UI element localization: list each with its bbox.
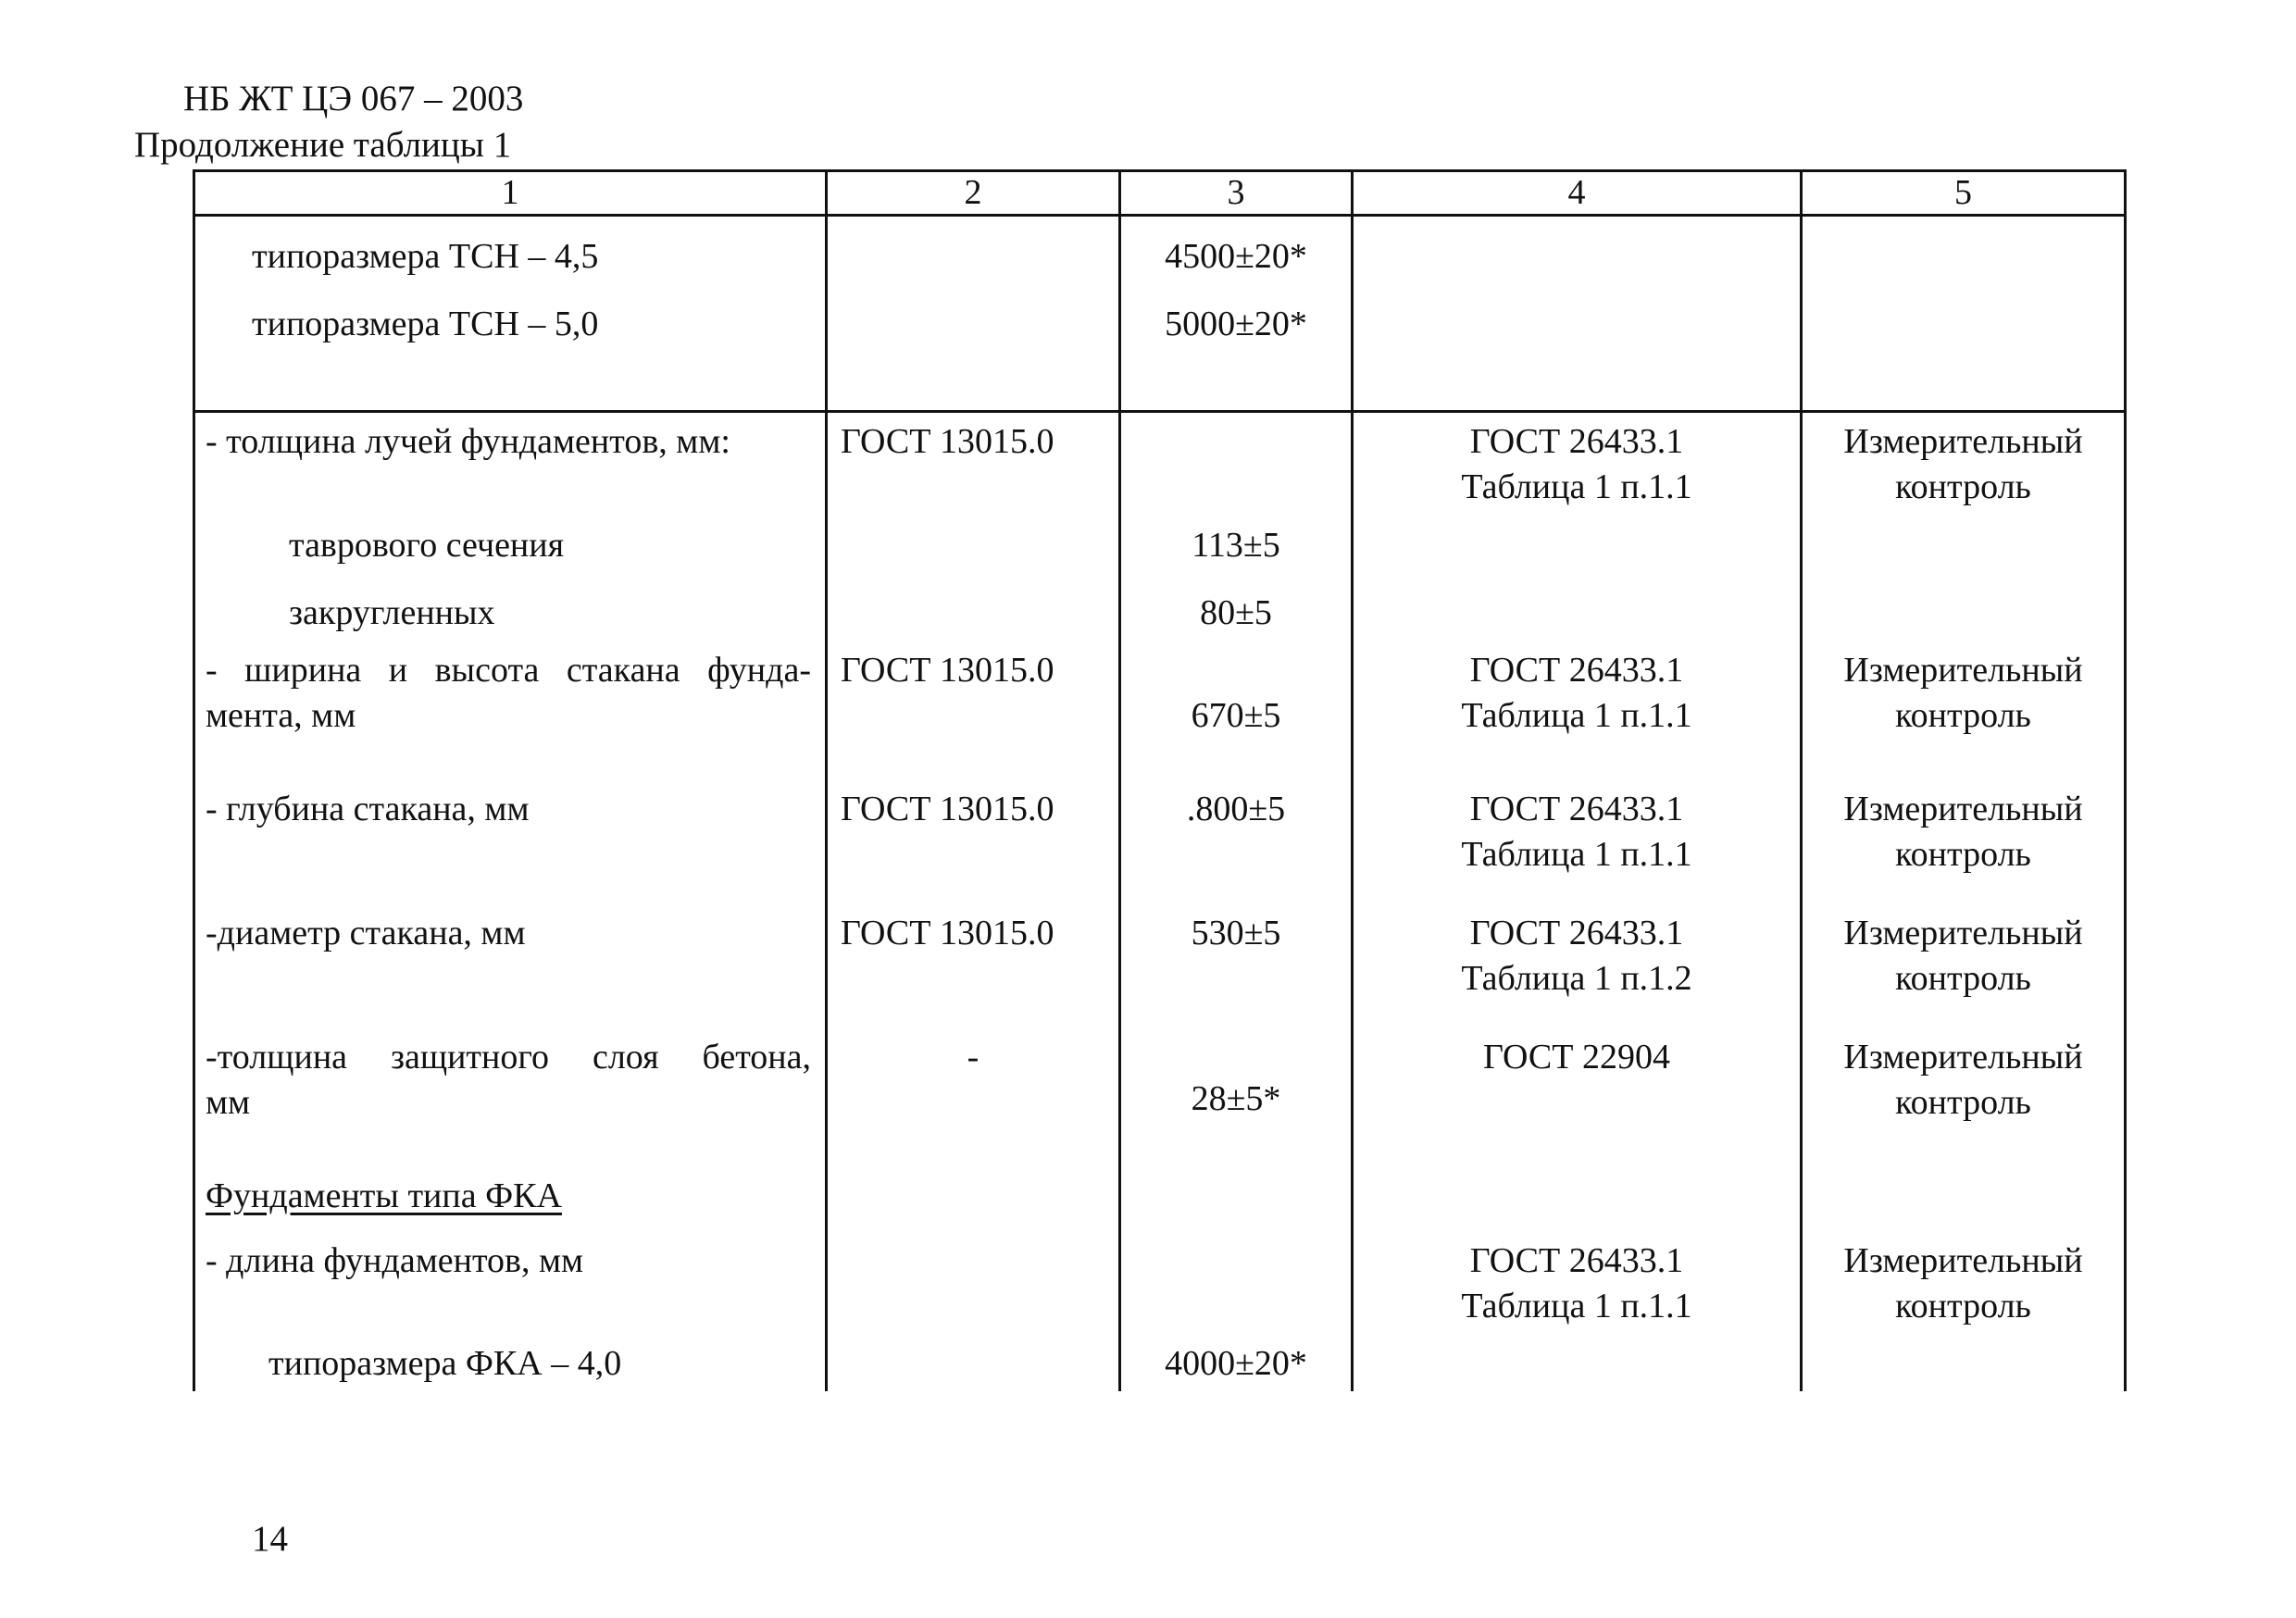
row-rays-control-line1: Измерительный xyxy=(1843,422,2083,461)
row-cup-depth-control-line1: Измерительный xyxy=(1843,790,2083,828)
row-cover-gost: - xyxy=(967,1038,980,1077)
row-fka-length-control-line1: Измерительный xyxy=(1843,1241,2083,1280)
row-rays-method-line1: ГОСТ 26433.1 xyxy=(1469,422,1684,461)
row-cup-width-value: 670±5 xyxy=(1191,696,1281,735)
row-cup-width-gost: ГОСТ 13015.0 xyxy=(841,651,1054,690)
column-number-5: 5 xyxy=(1954,173,1972,212)
table-right-border xyxy=(2124,169,2127,1391)
table-continuation-title: Продолжение таблицы 1 xyxy=(134,125,512,165)
row-rays-sub1-value: 113±5 xyxy=(1192,526,1280,565)
row-cup-diameter-method-line1: ГОСТ 26433.1 xyxy=(1469,914,1684,952)
row-cup-width-label-line2: мента, мм xyxy=(206,696,356,735)
row-cup-diameter-gost: ГОСТ 13015.0 xyxy=(841,914,1054,952)
row-cover-label-line2: мм xyxy=(206,1083,251,1122)
row-fka-length-method-line2: Таблица 1 п.1.1 xyxy=(1461,1287,1692,1326)
row-cup-width-control-line1: Измерительный xyxy=(1843,651,2083,690)
row-tsn45-label: типоразмера ТСН – 4,5 xyxy=(252,237,599,276)
row-divider xyxy=(193,410,2127,413)
row-rays-control-line2: контроль xyxy=(1895,467,2031,506)
column-divider-4-5 xyxy=(1800,169,1803,1391)
row-rays-sub1-label: таврового сечения xyxy=(289,526,565,565)
row-cover-label-line1: -толщина защитного слоя бетона, xyxy=(206,1038,811,1077)
row-tsn50-value: 5000±20* xyxy=(1165,305,1307,343)
row-cup-width-method-line2: Таблица 1 п.1.1 xyxy=(1461,696,1692,735)
column-divider-3-4 xyxy=(1351,169,1354,1391)
row-cup-diameter-value: 530±5 xyxy=(1191,914,1281,952)
row-cup-depth-gost: ГОСТ 13015.0 xyxy=(841,790,1054,828)
row-cover-control-line2: контроль xyxy=(1895,1083,2031,1122)
document-code: НБ ЖТ ЦЭ 067 – 2003 xyxy=(183,79,524,118)
row-cup-depth-label: - глубина стакана, мм xyxy=(206,790,530,828)
row-tsn45-value: 4500±20* xyxy=(1165,237,1307,276)
row-rays-label: - толщина лучей фундаментов, мм: xyxy=(206,422,730,461)
column-divider-1-2 xyxy=(825,169,828,1391)
row-cup-width-control-line2: контроль xyxy=(1895,696,2031,735)
row-rays-sub2-value: 80±5 xyxy=(1200,593,1272,632)
column-number-1: 1 xyxy=(501,173,519,212)
table-left-border xyxy=(193,169,195,1391)
row-cup-depth-control-line2: контроль xyxy=(1895,835,2031,874)
row-rays-method-line2: Таблица 1 п.1.1 xyxy=(1461,467,1692,506)
row-cover-method: ГОСТ 22904 xyxy=(1483,1038,1670,1077)
row-cup-diameter-control-line1: Измерительный xyxy=(1843,914,2083,952)
section-heading-fka: Фундаменты типа ФКА xyxy=(206,1176,562,1215)
column-number-4: 4 xyxy=(1567,173,1586,212)
row-fka-length-method-line1: ГОСТ 26433.1 xyxy=(1469,1241,1684,1280)
row-rays-sub2-label: закругленных xyxy=(289,593,495,632)
column-number-2: 2 xyxy=(964,173,982,212)
row-fka40-value: 4000±20* xyxy=(1165,1344,1307,1383)
column-divider-2-3 xyxy=(1118,169,1121,1391)
row-fka-length-label: - длина фундаментов, мм xyxy=(206,1241,584,1280)
row-cup-diameter-label: -диаметр стакана, мм xyxy=(206,914,526,952)
row-rays-gost: ГОСТ 13015.0 xyxy=(841,422,1054,461)
column-number-3: 3 xyxy=(1227,173,1245,212)
row-cup-width-label-line1: - ширина и высота стакана фунда- xyxy=(206,651,811,690)
row-cup-width-method-line1: ГОСТ 26433.1 xyxy=(1469,651,1684,690)
row-cup-depth-method-line1: ГОСТ 26433.1 xyxy=(1469,790,1684,828)
row-cup-diameter-method-line2: Таблица 1 п.1.2 xyxy=(1461,959,1692,998)
row-cup-depth-value: .800±5 xyxy=(1186,790,1286,828)
page-number: 14 xyxy=(252,1519,288,1559)
row-fka40-label: типоразмера ФКА – 4,0 xyxy=(268,1344,622,1383)
row-cover-control-line1: Измерительный xyxy=(1843,1038,2083,1077)
row-fka-length-control-line2: контроль xyxy=(1895,1287,2031,1326)
row-cup-diameter-control-line2: контроль xyxy=(1895,959,2031,998)
row-cover-value: 28±5* xyxy=(1191,1079,1281,1118)
row-cup-depth-method-line2: Таблица 1 п.1.1 xyxy=(1461,835,1692,874)
row-tsn50-label: типоразмера ТСН – 5,0 xyxy=(252,305,599,343)
